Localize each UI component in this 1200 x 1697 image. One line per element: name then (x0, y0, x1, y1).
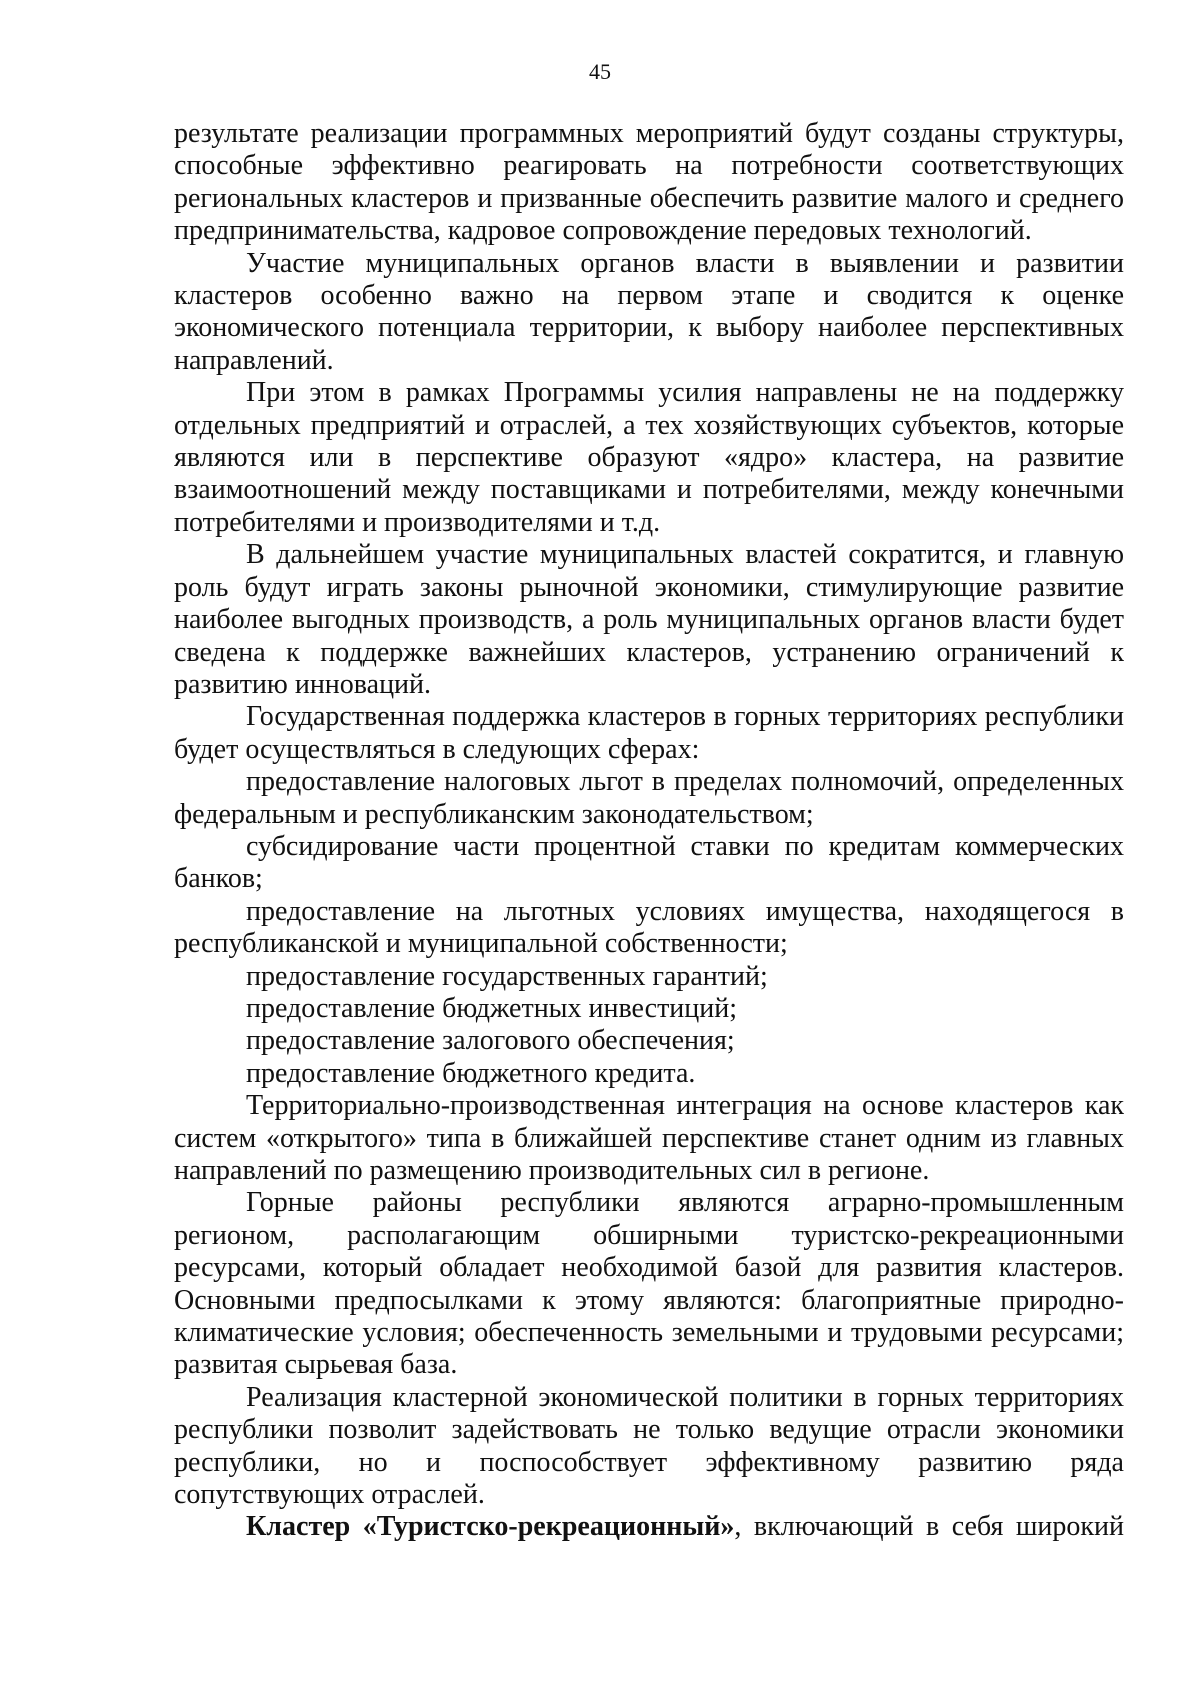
list-item-property: предоставление на льготных условиях имущества, находящегося в республиканской и муниципальной собственности; (174, 895, 1124, 960)
list-item-collateral: предоставление залогового обеспечения; (246, 1025, 735, 1057)
paragraph-municipal-role: Участие муниципальных органов власти в выявлении и развитии кластеров особенно важно на первом этапе и сводится к оценке экономического потенциала территории, к выбору наиболее перспективных направлений. (174, 247, 1124, 376)
page-number: 45 (589, 59, 611, 84)
paragraph-continuation: результате реализации программных мероприятий будут созданы структуры, способные эффективно реагировать на потребности соответствующих региональных кластеров и призванные обеспечить развитие малого и среднего предпринимательства, кадровое сопровождение передовых технологий. (174, 118, 1124, 247)
list-item-state-guarantees: предоставление государственных гарантий; (246, 960, 768, 992)
paragraph-territorial-integration: Территориально-производственная интеграция на основе кластеров как систем «открытого» типа в ближайшей перспективе станет одним из главных направлений по размещению производительных сил в регионе. (174, 1090, 1124, 1186)
paragraph-state-support: Государственная поддержка кластеров в горных территориях республики будет осуществляться в следующих сферах: (174, 701, 1124, 765)
tourism-cluster-heading: Кластер «Туристско-рекреационный» (246, 1511, 735, 1543)
list-item-budget-credit: предоставление бюджетного кредита. (246, 1057, 696, 1089)
paragraph-mountain-regions: Горные районы республики являются аграрно-промышленным регионом, располагающим обширными туристско-рекреационными ресурсами, который обладает необходимой базой для развития кластеров. Основными предпосылками к этому являются: благоприятные природно-климатические условия; обеспеченность земельными и трудовыми ресурсами; развитая сырьевая база. (174, 1187, 1124, 1381)
document-body (174, 118, 1124, 1544)
paragraph-program-efforts: При этом в рамках Программы усилия направлены не на поддержку отдельных предприятий и отраслей, а тех хозяйствующих субъектов, которые являются или в перспективе образуют «ядро» кластера, на развитие взаимоотношений между поставщиками и потребителями, между конечными потребителями и производителями и т.д. (174, 377, 1124, 538)
list-item-budget-investments: предоставление бюджетных инвестиций; (246, 992, 738, 1024)
paragraph-tourism-cluster (174, 1511, 1124, 1543)
tourism-cluster-text: , включающий в себя широкий (734, 1511, 1124, 1543)
list-item-tax-benefits: предоставление налоговых льгот в пределах полномочий, определенных федеральным и республиканским законодательством; (174, 766, 1124, 830)
list-item-interest-subsidy: субсидирование части процентной ставки по кредитам коммерческих банков; (174, 830, 1124, 895)
paragraph-future-role: В дальнейшем участие муниципальных властей сократится, и главную роль будут играть законы рыночной экономики, стимулирующие развитие наиболее выгодных производств, а роль муниципальных органов власти будет сведена к поддержке важнейших кластеров, устранению ограничений к развитию инноваций. (174, 539, 1124, 700)
paragraph-cluster-policy: Реализация кластерной экономической политики в горных территориях республики позволит задействовать не только ведущие отрасли экономики республики, но и поспособствует эффективному развитию ряда сопутствующих отраслей. (174, 1381, 1124, 1511)
